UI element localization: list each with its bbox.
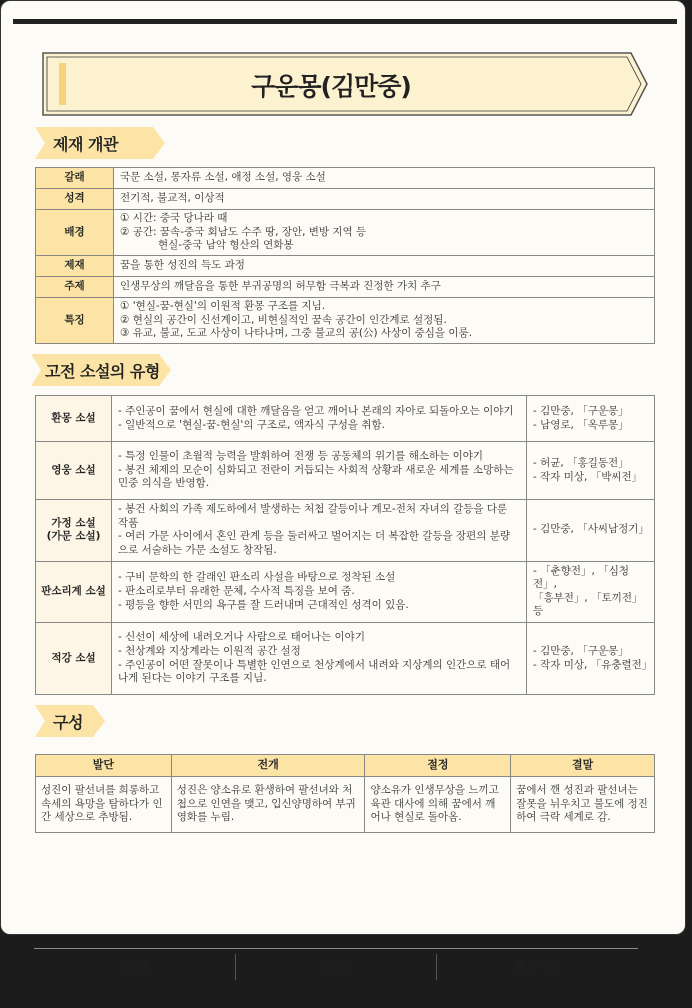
type-label: 가정 소설 (가문 소설): [36, 500, 112, 562]
type-example-line: - 김만중, 「구운몽」: [533, 644, 629, 657]
type-example-line: - 작자 미상, 「박씨전」: [533, 470, 643, 483]
type-row: [36, 396, 655, 442]
structure-cell: 성진은 양소유로 환생하여 팔선녀와 처첩으로 인연을 맺고, 입신양명하여 부귀영화를 누림.: [171, 777, 365, 833]
type-example-line: - 남영로, 「옥루몽」: [533, 418, 629, 431]
overview-line: ① 시간: 중국 당나라 때: [120, 212, 228, 224]
type-description-line: - 판소리로부터 유래한 문체, 수사적 특징을 보여 줌.: [118, 585, 355, 598]
type-description-line: - 구비 문학의 한 갈래인 판소리 사설을 바탕으로 정착된 소설: [118, 571, 396, 584]
type-example-line: 「흥부전」, 「토끼전」 등: [533, 591, 643, 618]
type-label: 판소리계 소설: [36, 561, 112, 623]
type-label: 환몽 소설: [36, 396, 112, 442]
type-example-line: - 김만중, 「구운몽」: [533, 404, 629, 417]
type-example-line: - 작자 미상, 「유충렬전」: [533, 658, 653, 671]
type-example-line: - 김만중, 「사씨남정기」: [533, 523, 649, 536]
overview-row: [36, 189, 655, 210]
type-description-line: - 봉건 사회의 가족 제도하에서 발생하는 처첩 갈등이나 계모-전처 자녀의 갈등을 다룬 작품: [118, 503, 508, 529]
type-description-line: - 특정 인물이 초월적 능력을 발휘하여 전쟁 등 공동체의 위기를 해소하는 이야기: [118, 450, 484, 463]
structure-header: 전개: [171, 755, 365, 777]
overview-value: [114, 297, 655, 343]
overview-row: [36, 255, 655, 276]
type-description: [112, 623, 527, 695]
structure-header: 발단: [36, 755, 172, 777]
section-title-overview: 제재 개관: [53, 134, 118, 154]
overview-row: [36, 276, 655, 297]
title-banner: [41, 51, 651, 117]
section-title-types: 고전 소설의 유형: [45, 361, 160, 381]
type-description-line: - 천상계와 지상계라는 이원적 공간 설정: [118, 644, 301, 657]
type-description-line: - 주인공이 꿈에서 현실에 대한 깨달음을 얻고 깨어나 본래의 자아로 되돌아오는 이야기: [118, 404, 514, 417]
type-description-line: - 봉건 체제의 모순이 심화되고 전란이 거듭되는 사회적 상황과 새로운 세계를 소망하는 민중 의식을 반영함.: [118, 463, 514, 490]
page-title: 구운몽(김만중): [251, 72, 411, 101]
type-row: [36, 623, 655, 695]
overview-value: [114, 210, 655, 256]
type-description-line: - 일반적으로 '현실-꿈-현실'의 구조로, 액자식 구성을 취함.: [118, 418, 385, 431]
type-description: [112, 561, 527, 623]
type-row: [36, 500, 655, 562]
structure-cell: 양소유가 인생무상을 느끼고 육관 대사에 의해 꿈에서 깨어나 현실로 돌아옴.: [365, 777, 511, 833]
structure-header: 절정: [365, 755, 511, 777]
type-examples: [527, 623, 655, 695]
overview-line: 국문 소설, 몽자류 소설, 애정 소설, 영웅 소설: [120, 171, 326, 184]
section-tag-overview: [35, 127, 165, 159]
type-description-line: - 신선이 세상에 내려오거나 사람으로 태어나는 이야기: [118, 631, 365, 644]
footer-section: 핵심 정리: [514, 960, 561, 973]
type-row: [36, 561, 655, 623]
footer: [34, 954, 638, 980]
overview-row: [36, 168, 655, 189]
overview-value: [114, 276, 655, 297]
type-row: [36, 442, 655, 500]
overview-line: ③ 유교, 불교, 도교 사상이 나타나며, 그중 불교의 공(公) 사상이 중심을 이룸.: [120, 327, 473, 340]
type-label: 적강 소설: [36, 623, 112, 695]
type-description: [112, 396, 527, 442]
section-tag-structure: [35, 705, 105, 737]
type-examples: [527, 396, 655, 442]
overview-table: [35, 167, 655, 344]
structure-table: [35, 754, 655, 833]
overview-line: ② 현실의 공간이 신선계이고, 비현실적인 꿈속 공간이 인간계로 설정됨.: [120, 313, 447, 326]
type-example-line: - 허균, 「홍길동전」: [533, 456, 629, 469]
overview-row: [36, 297, 655, 343]
overview-label: 특징: [36, 297, 114, 343]
type-example-line: - 「춘향전」, 「심청전」,: [533, 564, 630, 591]
type-examples: [527, 561, 655, 623]
overview-value: [114, 189, 655, 210]
overview-value: [114, 255, 655, 276]
footer-rule: [34, 948, 638, 949]
section-tag-types: [31, 354, 171, 386]
footer-author: 김만중: [320, 960, 352, 973]
type-description-line: - 평등을 향한 서민의 욕구를 잘 드러내며 근대적인 성격이 있음.: [118, 598, 409, 611]
overview-label: 배경: [36, 210, 114, 256]
overview-row: [36, 210, 655, 256]
overview-label: 갈래: [36, 168, 114, 189]
section-title-structure: 구성: [53, 712, 83, 732]
type-examples: [527, 500, 655, 562]
footer-work-title: 구운몽: [118, 960, 151, 973]
novel-types-table: [35, 395, 655, 695]
overview-label: 제재: [36, 255, 114, 276]
overview-line: ② 공간: 꿈속-중국 회남도 수주 땅, 장안, 변방 지역 등: [120, 225, 367, 238]
structure-cell: 성진이 팔선녀를 희롱하고 속세의 욕망을 탐하다가 인간 세상으로 추방됨.: [36, 777, 172, 833]
overview-line: 전기적, 불교적, 이상적: [120, 192, 225, 205]
overview-line: 인생무상의 깨달음을 통한 부귀공명의 허무함 극복과 진정한 가치 추구: [120, 280, 441, 293]
overview-line: 현실-중국 남악 형산의 연화봉: [158, 239, 294, 252]
overview-line: ① '현실-꿈-현실'의 이원적 환몽 구조를 지님.: [120, 299, 326, 312]
structure-header: 결말: [511, 755, 655, 777]
type-description-line: - 여러 가문 사이에서 혼인 관계 등을 둘러싸고 벌어지는 더 복잡한 갈등을 장편의 분량으로 서술하는 가문 소설도 창작됨.: [118, 530, 511, 556]
type-examples: [527, 442, 655, 500]
type-description: [112, 500, 527, 562]
overview-label: 주제: [36, 276, 114, 297]
top-rule: [13, 19, 677, 24]
structure-cell: 꿈에서 깬 성진과 팔선녀는 잘못을 뉘우치고 불도에 정진하여 극락 세계로 감.: [511, 777, 655, 833]
type-description-line: - 주인공이 어떤 잘못이나 특별한 인연으로 천상계에서 내려와 지상계의 인간으로 태어나게 된다는 이야기 구조를 지님.: [118, 658, 511, 685]
overview-value: [114, 168, 655, 189]
overview-label: 성격: [36, 189, 114, 210]
type-label: 영웅 소설: [36, 442, 112, 500]
overview-line: 꿈을 통한 성진의 득도 과정: [120, 259, 245, 272]
type-description: [112, 442, 527, 500]
